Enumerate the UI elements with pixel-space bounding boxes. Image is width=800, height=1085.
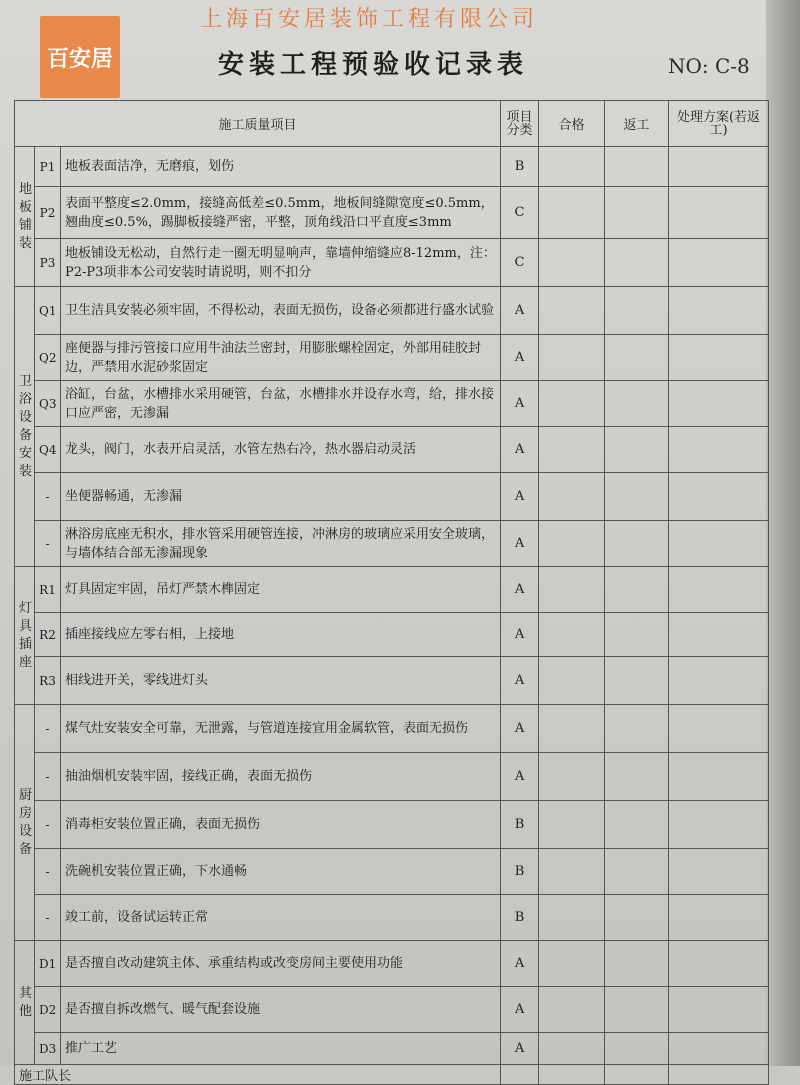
item-code: D2 xyxy=(35,987,61,1033)
item-code: D3 xyxy=(35,1033,61,1065)
item-code: - xyxy=(35,895,61,941)
item-class: A xyxy=(501,613,539,657)
handling-cell xyxy=(669,941,769,987)
item-code: - xyxy=(35,849,61,895)
pass-cell xyxy=(539,705,605,753)
table-row xyxy=(15,705,769,753)
item-class: A xyxy=(501,753,539,801)
category-char: 浴 xyxy=(19,391,33,407)
category-char: 装 xyxy=(19,463,33,479)
category-char: 卫 xyxy=(19,373,33,389)
category-char: 备 xyxy=(19,427,33,443)
item-code: - xyxy=(35,753,61,801)
footer-row xyxy=(15,1065,769,1085)
table-row xyxy=(15,657,769,705)
rework-cell xyxy=(605,187,669,239)
item-class: A xyxy=(501,1033,539,1065)
handling-cell xyxy=(669,473,769,521)
pass-cell xyxy=(539,427,605,473)
pass-cell xyxy=(539,567,605,613)
table-row xyxy=(15,521,769,567)
table-row xyxy=(15,335,769,381)
handling-cell xyxy=(669,613,769,657)
item-description: 龙头，阀门，水表开启灵活，水管左热右冷，热水器启动灵活 xyxy=(61,427,501,473)
category-char: 具 xyxy=(19,618,33,634)
item-description: 相线进开关，零线进灯头 xyxy=(61,657,501,705)
header-rework: 返工 xyxy=(605,101,669,147)
handling-cell xyxy=(669,1033,769,1065)
category-char: 灯 xyxy=(19,600,33,616)
table-row xyxy=(15,941,769,987)
category-cell xyxy=(15,567,35,705)
rework-cell xyxy=(605,753,669,801)
table-row xyxy=(15,1033,769,1065)
rework-cell xyxy=(605,473,669,521)
header-pass: 合格 xyxy=(539,101,605,147)
table-row xyxy=(15,895,769,941)
table-row xyxy=(15,473,769,521)
item-description: 插座接线应左零右相，上接地 xyxy=(61,613,501,657)
rework-cell xyxy=(605,1033,669,1065)
item-description: 煤气灶安装安全可靠，无泄露，与管道连接宜用金属软管，表面无损伤 xyxy=(61,705,501,753)
pass-cell xyxy=(539,895,605,941)
page-edge-shadow xyxy=(766,0,800,1066)
category-char: 他 xyxy=(19,1003,33,1019)
item-class: A xyxy=(501,657,539,705)
item-class: B xyxy=(501,801,539,849)
item-class: A xyxy=(501,705,539,753)
pass-cell xyxy=(539,657,605,705)
item-code: Q2 xyxy=(35,335,61,381)
table-row xyxy=(15,613,769,657)
item-code: D1 xyxy=(35,941,61,987)
handling-cell xyxy=(669,987,769,1033)
pass-cell xyxy=(539,941,605,987)
table-row xyxy=(15,801,769,849)
rework-cell xyxy=(605,849,669,895)
rework-cell xyxy=(605,239,669,287)
header-handling: 处理方案(若返工) xyxy=(669,101,769,147)
handling-cell xyxy=(669,287,769,335)
category-char: 设 xyxy=(19,409,33,425)
category-cell xyxy=(15,147,35,287)
table-row xyxy=(15,849,769,895)
handling-cell xyxy=(669,567,769,613)
rework-cell xyxy=(605,287,669,335)
rework-cell xyxy=(605,521,669,567)
item-class: A xyxy=(501,287,539,335)
item-code: - xyxy=(35,801,61,849)
pass-cell xyxy=(539,335,605,381)
pass-cell xyxy=(539,239,605,287)
category-char: 厨 xyxy=(19,787,33,803)
logo-text: 百安居 xyxy=(46,46,113,72)
item-description: 是否擅自拆改燃气、暖气配套设施 xyxy=(61,987,501,1033)
item-code: Q3 xyxy=(35,381,61,427)
item-code: P2 xyxy=(35,187,61,239)
item-class: A xyxy=(501,941,539,987)
pass-cell xyxy=(539,381,605,427)
inspection-table xyxy=(14,100,769,1085)
item-code: - xyxy=(35,521,61,567)
handling-cell xyxy=(669,705,769,753)
item-description: 卫生洁具安装必须牢固，不得松动，表面无损伤，设备必须都进行盛水试验 xyxy=(61,287,501,335)
item-description: 推广工艺 xyxy=(61,1033,501,1065)
handling-cell xyxy=(669,147,769,187)
rework-cell xyxy=(605,381,669,427)
table-row xyxy=(15,567,769,613)
category-char: 设 xyxy=(19,823,33,839)
item-description: 是否擅自改动建筑主体、承重结构或改变房间主要使用功能 xyxy=(61,941,501,987)
rework-cell xyxy=(605,613,669,657)
handling-cell xyxy=(669,801,769,849)
rework-cell xyxy=(605,657,669,705)
table-row xyxy=(15,239,769,287)
item-code: - xyxy=(35,473,61,521)
category-cell xyxy=(15,941,35,1065)
item-description: 坐便器畅通，无渗漏 xyxy=(61,473,501,521)
pass-cell xyxy=(539,849,605,895)
header-class: 项目分类 xyxy=(501,101,539,147)
item-description: 地板铺设无松动，自然行走一圈无明显响声，靠墙伸缩缝应8-12mm，注：P2-P3项非本公司安装时请说明，则不扣分 xyxy=(61,239,501,287)
item-code: R1 xyxy=(35,567,61,613)
item-class: A xyxy=(501,473,539,521)
category-char: 安 xyxy=(19,445,33,461)
item-class: A xyxy=(501,567,539,613)
pass-cell xyxy=(539,187,605,239)
item-code: - xyxy=(35,705,61,753)
pass-cell xyxy=(539,521,605,567)
item-code: Q4 xyxy=(35,427,61,473)
category-char: 板 xyxy=(19,199,33,215)
category-cell xyxy=(15,705,35,941)
item-class: A xyxy=(501,521,539,567)
table-row xyxy=(15,187,769,239)
item-code: Q1 xyxy=(35,287,61,335)
table-row xyxy=(15,147,769,187)
handling-cell xyxy=(669,187,769,239)
item-description: 洗碗机安装位置正确，下水通畅 xyxy=(61,849,501,895)
pass-cell xyxy=(539,287,605,335)
item-code: R2 xyxy=(35,613,61,657)
rework-cell xyxy=(605,987,669,1033)
rework-cell xyxy=(605,801,669,849)
rework-cell xyxy=(605,427,669,473)
pass-cell xyxy=(539,987,605,1033)
item-description: 座便器与排污管接口应用牛油法兰密封，用膨胀螺栓固定，外部用硅胶封边，严禁用水泥砂浆固定 xyxy=(61,335,501,381)
handling-cell xyxy=(669,521,769,567)
rework-cell xyxy=(605,567,669,613)
pass-cell xyxy=(539,753,605,801)
item-class: A xyxy=(501,987,539,1033)
handling-cell xyxy=(669,381,769,427)
item-code: P3 xyxy=(35,239,61,287)
footer-fragment: 施工队长 xyxy=(15,1065,501,1085)
item-code: R3 xyxy=(35,657,61,705)
pass-cell xyxy=(539,147,605,187)
category-char: 其 xyxy=(19,985,33,1001)
handling-cell xyxy=(669,657,769,705)
item-description: 灯具固定牢固，吊灯严禁木榫固定 xyxy=(61,567,501,613)
item-class: B xyxy=(501,895,539,941)
handling-cell xyxy=(669,239,769,287)
pass-cell xyxy=(539,613,605,657)
item-description: 竣工前，设备试运转正常 xyxy=(61,895,501,941)
handling-cell xyxy=(669,335,769,381)
item-class: A xyxy=(501,335,539,381)
item-description: 消毒柜安装位置正确，表面无损伤 xyxy=(61,801,501,849)
handling-cell xyxy=(669,895,769,941)
rework-cell xyxy=(605,335,669,381)
table-row xyxy=(15,381,769,427)
item-description: 抽油烟机安装牢固，接线正确，表面无损伤 xyxy=(61,753,501,801)
category-cell xyxy=(15,287,35,567)
category-char: 座 xyxy=(19,654,33,670)
table-row xyxy=(15,427,769,473)
company-name: 上海百安居装饰工程有限公司 xyxy=(200,7,539,32)
pass-cell xyxy=(539,801,605,849)
rework-cell xyxy=(605,895,669,941)
item-class: C xyxy=(501,239,539,287)
pass-cell xyxy=(539,473,605,521)
item-class: A xyxy=(501,381,539,427)
company-logo xyxy=(40,16,120,98)
item-class: B xyxy=(501,147,539,187)
item-description: 浴缸，台盆，水槽排水采用硬管，台盆，水槽排水并设存水弯，给，排水接口应严密，无渗漏 xyxy=(61,381,501,427)
table-row xyxy=(15,987,769,1033)
category-char: 铺 xyxy=(19,217,33,233)
header-item: 施工质量项目 xyxy=(15,101,501,147)
form-number: NO: C-8 xyxy=(668,54,750,78)
category-char: 地 xyxy=(19,181,33,197)
item-class: B xyxy=(501,849,539,895)
item-class: A xyxy=(501,427,539,473)
category-char: 装 xyxy=(19,235,33,251)
handling-cell xyxy=(669,427,769,473)
pass-cell xyxy=(539,1033,605,1065)
handling-cell xyxy=(669,849,769,895)
table-row xyxy=(15,287,769,335)
item-description: 地板表面洁净，无磨痕，划伤 xyxy=(61,147,501,187)
category-char: 插 xyxy=(19,636,33,652)
table-row xyxy=(15,753,769,801)
rework-cell xyxy=(605,147,669,187)
header-row xyxy=(15,101,769,147)
handling-cell xyxy=(669,753,769,801)
rework-cell xyxy=(605,941,669,987)
category-char: 备 xyxy=(19,841,33,857)
item-description: 淋浴房底座无积水，排水管采用硬管连接，冲淋房的玻璃应采用安全玻璃，与墙体结合部无渗漏现象 xyxy=(61,521,501,567)
item-class: C xyxy=(501,187,539,239)
rework-cell xyxy=(605,705,669,753)
item-code: P1 xyxy=(35,147,61,187)
category-char: 房 xyxy=(19,805,33,821)
page-title: 安装工程预验收记录表 xyxy=(218,50,529,80)
item-description: 表面平整度≤2.0mm，接缝高低差≤0.5mm，地板间缝隙宽度≤0.5mm，翘曲度≤0.5%，踢脚板接缝严密，平整，顶角线沿口平直度≤3mm xyxy=(61,187,501,239)
